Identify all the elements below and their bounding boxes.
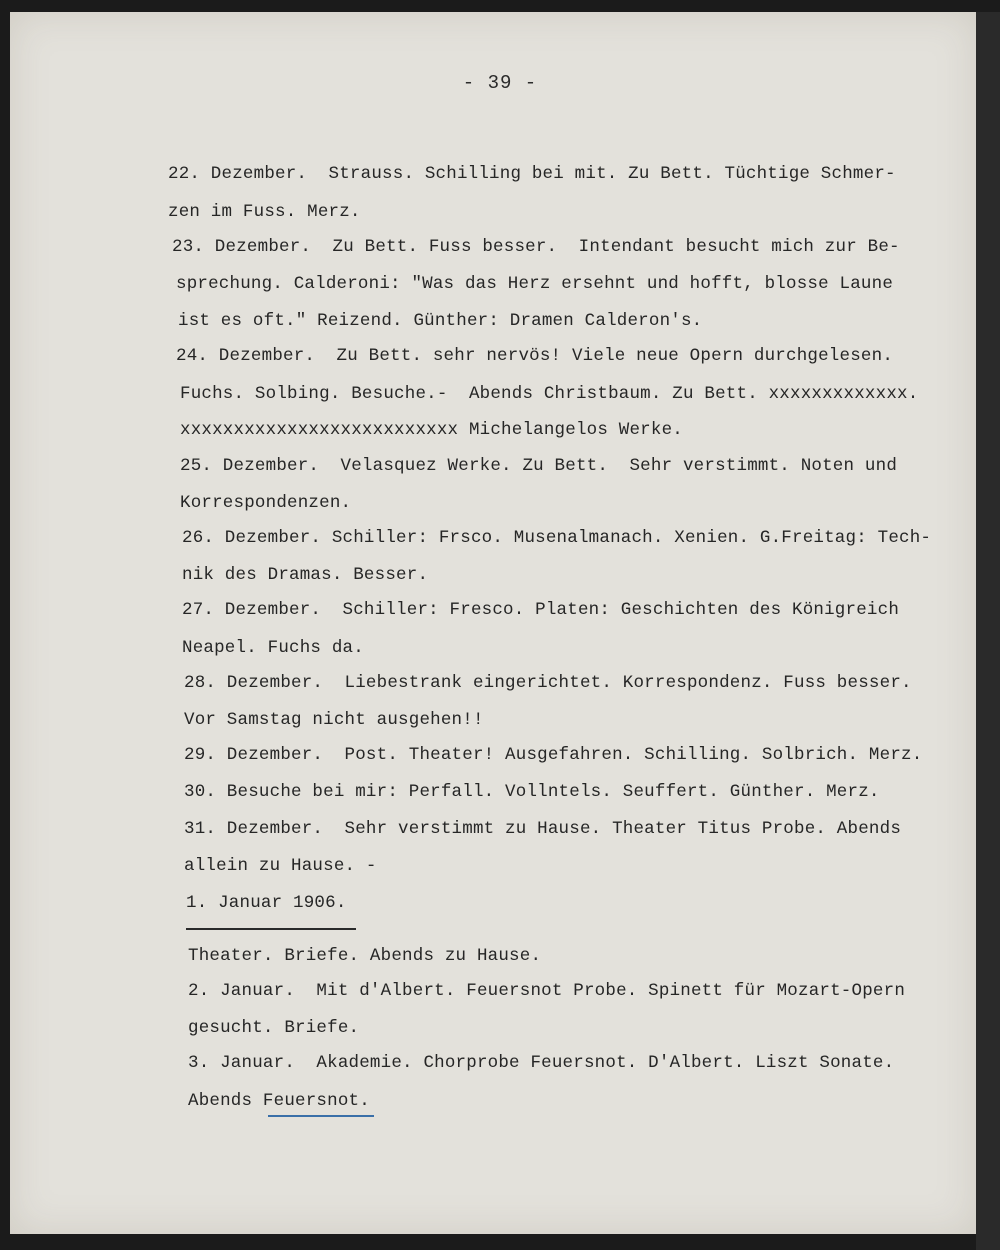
text-line: gesucht. Briefe. <box>188 1018 360 1038</box>
text-line: Vor Samstag nicht ausgehen!! <box>184 710 484 730</box>
page-number: - 39 - <box>462 72 538 94</box>
text-line: zen im Fuss. Merz. <box>168 202 361 222</box>
text-line: Neapel. Fuchs da. <box>182 638 364 658</box>
text-line: 27. Dezember. Schiller: Fresco. Platen: Geschichten des Königreich <box>182 600 900 620</box>
text-line: 2. Januar. Mit d'Albert. Feuersnot Probe. Spinett für Mozart-Opern <box>188 981 906 1001</box>
text-line: xxxxxxxxxxxxxxxxxxxxxxxxxx Michelangelos Werke. <box>180 420 683 440</box>
text-line: 26. Dezember. Schiller: Frsco. Musenalmanach. Xenien. G.Freitag: Tech- <box>182 528 932 548</box>
text-line: 25. Dezember. Velasquez Werke. Zu Bett. Sehr verstimmt. Noten und <box>180 456 898 476</box>
blue-underline <box>268 1115 374 1117</box>
text-line: nik des Dramas. Besser. <box>182 565 429 585</box>
text-line: 30. Besuche bei mir: Perfall. Vollntels. Seuffert. Günther. Merz. <box>184 782 880 802</box>
divider-rule <box>186 928 356 930</box>
text-line: Fuchs. Solbing. Besuche.- Abends Christbaum. Zu Bett. xxxxxxxxxxxxx. <box>180 384 919 404</box>
text-line: Korrespondenzen. <box>180 493 352 513</box>
date-heading: 1. Januar 1906. <box>186 893 347 913</box>
text-line: Theater. Briefe. Abends zu Hause. <box>188 946 542 966</box>
text-line: 3. Januar. Akademie. Chorprobe Feuersnot. D'Albert. Liszt Sonate. <box>188 1053 895 1073</box>
text-line: ist es oft." Reizend. Günther: Dramen Calderon's. <box>178 311 703 331</box>
page-edge <box>976 12 1000 1250</box>
text-line: 28. Dezember. Liebestrank eingerichtet. Korrespondenz. Fuss besser. <box>184 673 912 693</box>
paper-sheet <box>10 12 976 1234</box>
text-line: 24. Dezember. Zu Bett. sehr nervös! Viele neue Opern durchgelesen. <box>176 346 894 366</box>
text-line: 29. Dezember. Post. Theater! Ausgefahren. Schilling. Solbrich. Merz. <box>184 745 923 765</box>
text-line: allein zu Hause. - <box>184 856 377 876</box>
text-line: 23. Dezember. Zu Bett. Fuss besser. Intendant besucht mich zur Be- <box>172 237 900 257</box>
text-line: Abends Feuersnot. <box>188 1091 370 1111</box>
text-line: 31. Dezember. Sehr verstimmt zu Hause. Theater Titus Probe. Abends <box>184 819 902 839</box>
text-line: 22. Dezember. Strauss. Schilling bei mit. Zu Bett. Tüchtige Schmer- <box>168 164 896 184</box>
text-line: sprechung. Calderoni: "Was das Herz ersehnt und hofft, blosse Laune <box>176 274 894 294</box>
